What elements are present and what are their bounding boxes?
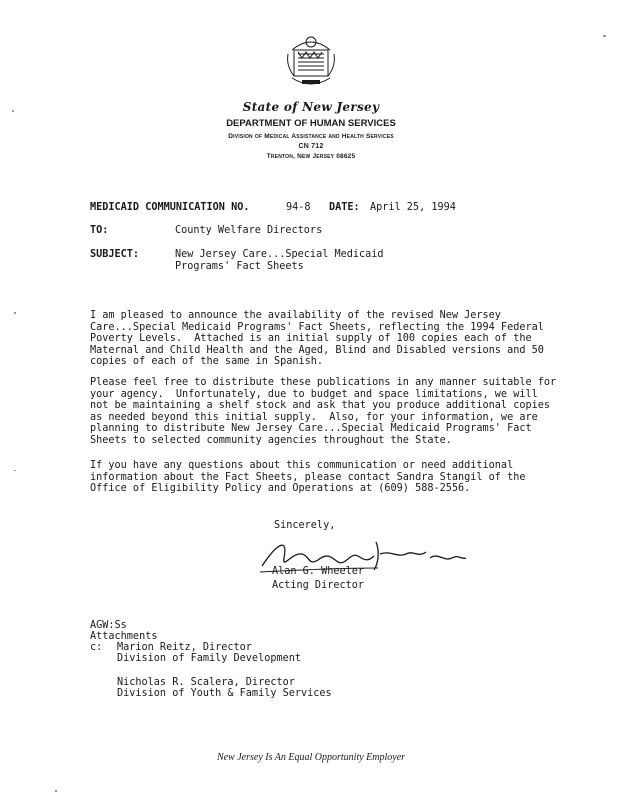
- cc-recipient-name: Nicholas R. Scalera, Director: [117, 677, 295, 688]
- attachments-note: Attachments: [90, 631, 158, 642]
- scan-speck: [55, 790, 57, 792]
- body-paragraph: I am pleased to announce the availability of the revised New Jersey Care...Special Medicaid Programs' Fact Sheets, reflecting the 1994 Federal Poverty Levels. Attached is an initial supply of 100 copies each of the Maternal and Child Health and the Aged, Blind and Disabled versions and 50 copies of each of the same in Spanish.: [90, 310, 544, 367]
- cc-recipient-division: Division of Family Development: [117, 653, 302, 664]
- signer-name: Alan G. Wheeler: [272, 566, 365, 577]
- communication-number: 94-8: [286, 202, 311, 213]
- cc-recipient-division: Division of Youth & Family Services: [117, 688, 332, 699]
- department-name: DEPARTMENT OF HUMAN SERVICES: [226, 118, 396, 129]
- body-paragraph: Please feel free to distribute these publications in any manner suitable for your agency. Unfortunately, due to budget and space limitations, we will not be maintaining a shelf stock and ask that you produce additional copies as needed beyond this initial supply. Also, for your information, we are planning to distribute New Jersey Care...Special Medicaid Programs' Fact Sheets to selected community agencies throughout the State.: [90, 377, 557, 446]
- to-label: TO:: [90, 225, 109, 236]
- footer-text: New Jersey Is An Equal Opportunity Employer: [216, 752, 406, 763]
- city-address: Trenton, New Jersey 08625: [266, 153, 356, 160]
- scan-speck: [14, 470, 16, 471]
- communication-label: MEDICAID COMMUNICATION NO.: [90, 202, 250, 213]
- cc-label: c:: [90, 642, 103, 653]
- subject-label: SUBJECT:: [90, 249, 140, 260]
- body-paragraph: If you have any questions about this communication or need additional information about the Fact Sheets, please contact Sandra Stangil of the Office of Eligibility Policy and Operations at (609) 588-2556.: [90, 460, 526, 494]
- new-jersey-state-seal-icon: [284, 32, 338, 94]
- cn-number: CN 712: [298, 143, 324, 150]
- signer-title: Acting Director: [272, 580, 365, 591]
- subject-value: New Jersey Care...Special Medicaid Programs' Fact Sheets: [175, 249, 384, 272]
- scan-speck: [603, 35, 606, 37]
- cc-recipient-name: Marion Reitz, Director: [117, 642, 252, 653]
- scan-speck: [14, 312, 16, 314]
- date-label: DATE:: [329, 202, 360, 213]
- division-name: Division of Medical Assistance and Health Services: [228, 133, 394, 140]
- reference-initials: AGW:Ss: [90, 620, 127, 631]
- state-name: State of New Jersey: [242, 100, 380, 114]
- scan-speck: [12, 110, 14, 112]
- date-value: April 25, 1994: [370, 202, 456, 213]
- salutation: Sincerely,: [274, 520, 336, 531]
- to-value: County Welfare Directors: [175, 225, 323, 236]
